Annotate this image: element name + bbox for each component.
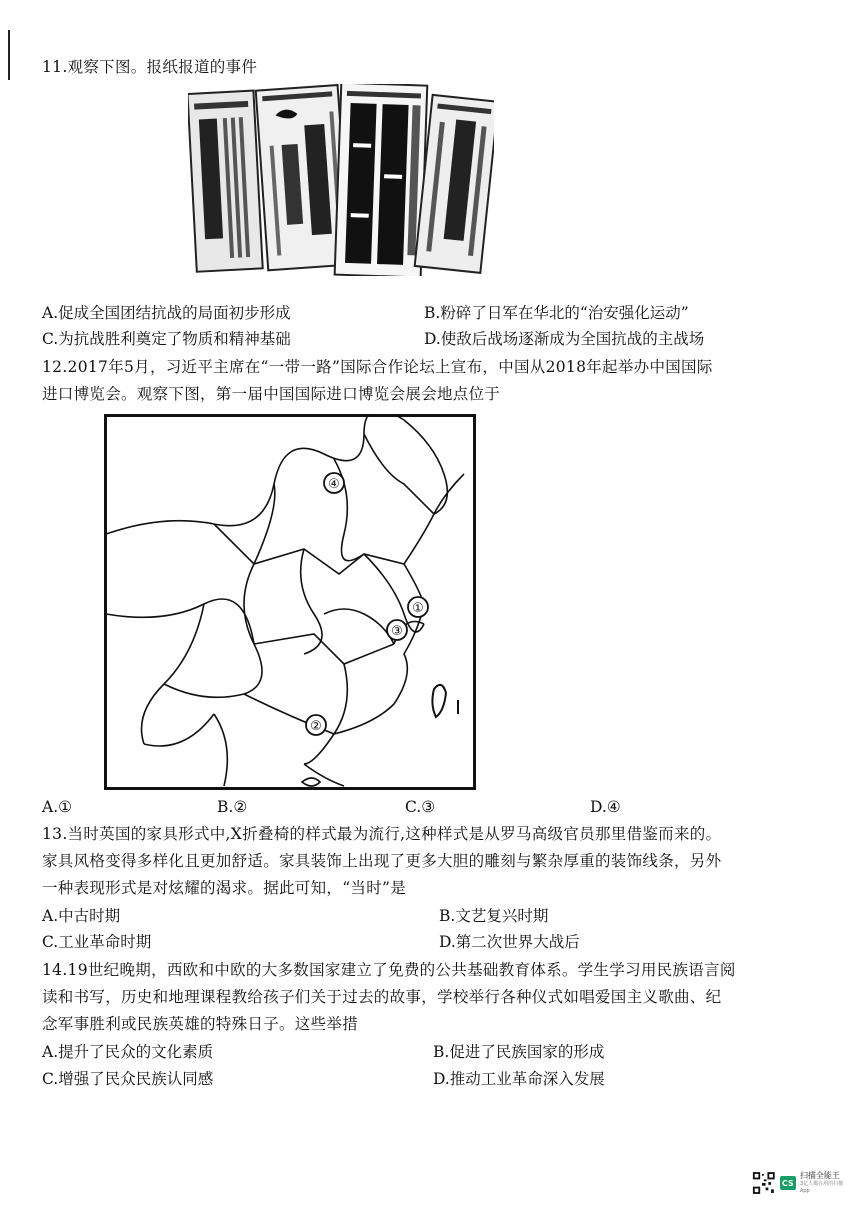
q13-stem-line1: 13.当时英国的家具形式中,X折叠椅的样式最为流行,这种样式是从罗马高级官员那里借鉴而来的。: [42, 825, 722, 843]
map-marker-3: [387, 620, 407, 640]
q13-option-a[interactable]: A.中古时期: [42, 907, 121, 925]
q14-option-d[interactable]: D.推动工业革命深入发展: [433, 1070, 605, 1088]
q13-option-c[interactable]: C.工业革命时期: [42, 933, 152, 951]
q12-stem-line2: 进口博览会。观察下图，第一届中国国际进口博览会展会地点位于: [42, 385, 501, 403]
q11-option-d[interactable]: D.使敌后战场逐渐成为全国抗战的主战场: [424, 330, 705, 348]
margin-mark: [8, 30, 10, 80]
q14-option-b[interactable]: B.促进了民族国家的形成: [433, 1043, 605, 1061]
q12-stem-line1: 12.2017年5月，习近平主席在“一带一路”国际合作论坛上宣布，中国从2018年起举办中国国际: [42, 358, 713, 376]
q14-stem-line1: 14.19世纪晚期，西欧和中欧的大多数国家建立了免费的公共基础教育体系。学生学习用民族语言阅: [42, 961, 736, 979]
q13-option-b[interactable]: B.文艺复兴时期: [439, 907, 549, 925]
map-marker-1: [408, 597, 428, 617]
q14-stem-line2: 读和书写，历史和地理课程教给孩子们关于过去的故事，学校举行各种仪式如唱爱国主义歌曲、纪: [42, 988, 722, 1006]
q12-option-a[interactable]: A.①: [42, 798, 73, 816]
map-marker-2: [306, 715, 326, 735]
newspaper-collage-figure: [188, 84, 494, 276]
q11-stem: 11.观察下图。报纸报道的事件: [42, 58, 258, 76]
china-map-figure: [104, 414, 476, 790]
q13-stem-line2: 家具风格变得多样化且更加舒适。家具装饰上出现了更多大胆的雕刻与繁杂厚重的装饰线条，另外: [42, 852, 722, 870]
q11-option-c[interactable]: C.为抗战胜利奠定了物质和精神基础: [42, 330, 291, 348]
q11-option-b[interactable]: B.粉碎了日军在华北的“治安强化运动”: [424, 304, 689, 322]
qr-code-icon: [752, 1170, 776, 1196]
q13-stem-line3: 一种表现形式是对炫耀的渴求。据此可知，“当时”是: [42, 879, 407, 897]
map-marker-4: [324, 473, 344, 493]
q13-option-d[interactable]: D.第二次世界大战后: [439, 933, 580, 951]
svg-text:②: ②: [310, 719, 322, 734]
scanner-watermark: [752, 1166, 848, 1200]
q12-option-b[interactable]: B.②: [217, 798, 248, 816]
q12-option-c[interactable]: C.③: [405, 798, 436, 816]
q14-option-c[interactable]: C.增强了民众民族认同感: [42, 1070, 214, 1088]
svg-text:①: ①: [412, 601, 424, 616]
q11-option-a[interactable]: A.促成全国团结抗战的局面初步形成: [42, 304, 291, 322]
q14-option-a[interactable]: A.提升了民众的文化素质: [42, 1043, 214, 1061]
svg-text:④: ④: [328, 477, 340, 492]
svg-text:③: ③: [391, 624, 403, 639]
scanner-name: 扫描全能王: [799, 1171, 840, 1180]
q12-option-d[interactable]: D.④: [590, 798, 621, 816]
q14-stem-line3: 念军事胜利或民族英雄的特殊日子。这些举措: [42, 1015, 359, 1033]
camscanner-logo-icon: CS: [780, 1176, 796, 1190]
scanner-tagline: 3亿人都在用的扫描App: [799, 1181, 844, 1194]
